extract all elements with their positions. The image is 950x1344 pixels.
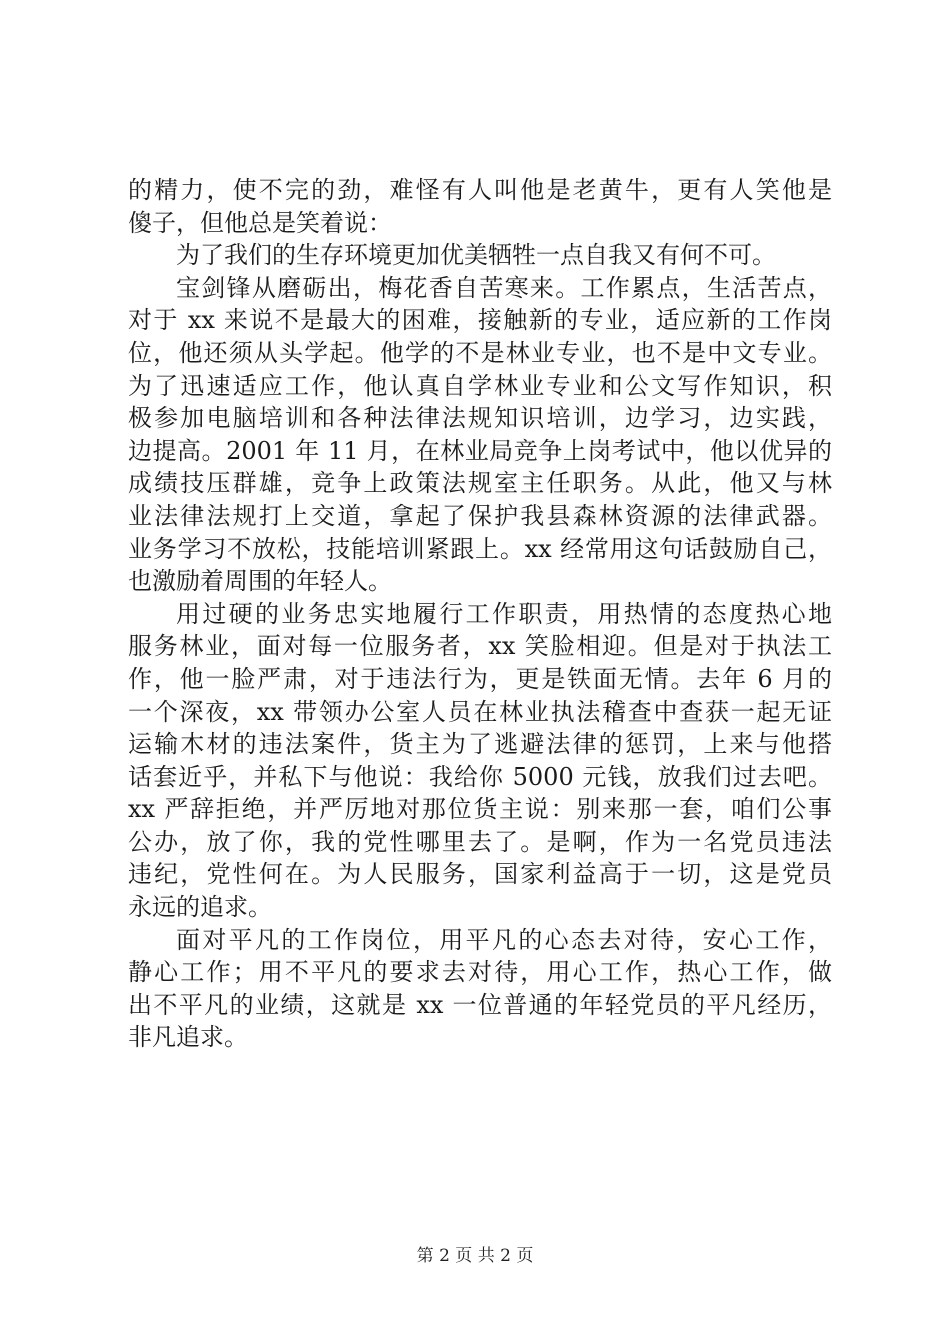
text-line: 运输木材的违法案件，货主为了逃避法律的惩罚，上来与他搭 xyxy=(128,730,832,759)
text-line: 非凡追求。 xyxy=(128,1023,248,1052)
text-line: 极参加电脑培训和各种法律法规知识培训，边学习，边实践， xyxy=(128,404,832,433)
text-line: 位，他还须从头学起。他学的不是林业专业，也不是中文专业。 xyxy=(128,338,832,367)
text-line: xx 严辞拒绝，并严厉地对那位货主说：别来那一套，咱们公事 xyxy=(128,795,832,824)
text-line: 公办，放了你，我的党性哪里去了。是啊，作为一名党员违法 xyxy=(128,827,832,856)
text-line: 为了我们的生存环境更加优美牺牲一点自我又有何不可。 xyxy=(176,241,776,270)
text-line: 也激励着周围的年轻人。 xyxy=(128,567,392,596)
text-line: 对于 xx 来说不是最大的困难，接触新的专业，适应新的工作岗 xyxy=(128,306,832,335)
text-line: 宝剑锋从磨砺出，梅花香自苦寒来。工作累点，生活苦点， xyxy=(176,273,832,302)
text-line: 成绩技压群雄，竞争上政策法规室主任职务。从此，他又与林 xyxy=(128,469,832,498)
text-line: 用过硬的业务忠实地履行工作职责，用热情的态度热心地 xyxy=(176,599,832,628)
text-line: 为了迅速适应工作，他认真自学林业专业和公文写作知识，积 xyxy=(128,371,832,400)
text-line: 边提高。2001 年 11 月，在林业局竞争上岗考试中，他以优异的 xyxy=(128,436,832,465)
text-line: 违纪，党性何在。为人民服务，国家利益高于一切，这是党员 xyxy=(128,860,832,889)
text-line: 面对平凡的工作岗位，用平凡的心态去对待，安心工作， xyxy=(176,925,832,954)
text-line: 一个深夜，xx 带领办公室人员在林业执法稽查中查获一起无证 xyxy=(128,697,832,726)
text-line: 服务林业，面对每一位服务者，xx 笑脸相迎。但是对于执法工 xyxy=(128,632,832,661)
page-footer: 第 2 页 共 2 页 xyxy=(416,1246,534,1266)
text-line: 永远的追求。 xyxy=(128,893,272,922)
text-line: 的精力，使不完的劲，难怪有人叫他是老黄牛，更有人笑他是 xyxy=(128,176,832,204)
text-line: 傻子，但他总是笑着说： xyxy=(128,208,392,237)
text-line: 出不平凡的业绩，这就是 xx 一位普通的年轻党员的平凡经历， xyxy=(128,990,832,1019)
text-line: 话套近乎，并私下与他说：我给你 5000 元钱，放我们过去吧。 xyxy=(128,762,832,791)
text-line: 业务学习不放松，技能培训紧跟上。xx 经常用这句话鼓励自己， xyxy=(128,534,832,563)
text-line: 静心工作；用不平凡的要求去对待，用心工作，热心工作，做 xyxy=(128,958,832,987)
document-body xyxy=(128,174,832,1054)
text-line: 作，他一脸严肃，对于违法行为，更是铁面无情。去年 6 月的 xyxy=(128,664,832,693)
text-line: 业法律法规打上交道，拿起了保护我县森林资源的法律武器。 xyxy=(128,501,832,530)
